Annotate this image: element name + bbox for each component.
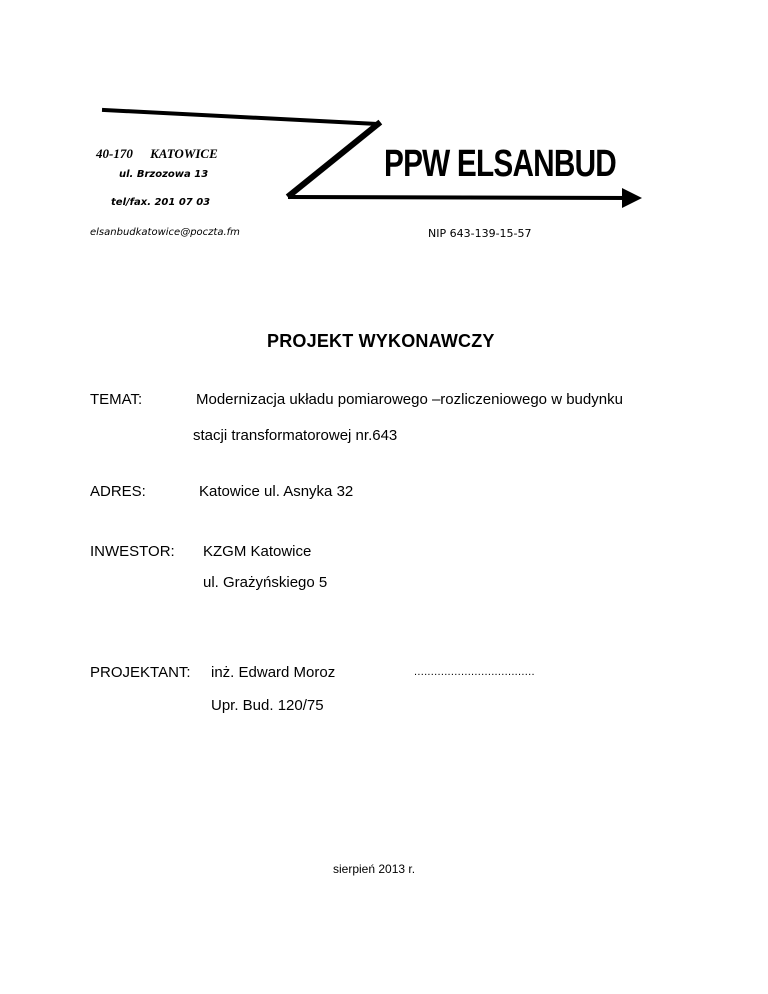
company-phone: tel/fax. 201 07 03 bbox=[111, 197, 211, 208]
postal-code: 40-170 bbox=[96, 146, 133, 161]
document-title: PROJEKT WYKONAWCZY bbox=[267, 331, 495, 351]
document-date: sierpień 2013 r. bbox=[333, 862, 416, 876]
temat-line-1: Modernizacja układu pomiarowego –rozliczeniowego w budynku bbox=[196, 391, 623, 408]
inwestor-line-2: ul. Grażyńskiego 5 bbox=[203, 574, 328, 591]
signature-line: .................................... bbox=[414, 666, 535, 678]
inwestor-line-1: KZGM Katowice bbox=[203, 543, 312, 560]
projektant-label: PROJEKTANT: bbox=[90, 664, 191, 681]
projektant-license: Upr. Bud. 120/75 bbox=[211, 697, 324, 714]
city: KATOWICE bbox=[150, 146, 218, 161]
company-logo bbox=[0, 0, 768, 260]
adres-value: Katowice ul. Asnyka 32 bbox=[199, 483, 354, 500]
company-email: elsanbudkatowice@poczta.fm bbox=[90, 227, 240, 238]
inwestor-label: INWESTOR: bbox=[90, 543, 175, 560]
arrow-head-icon bbox=[622, 188, 642, 208]
logo-text: PPW ELSANBUD bbox=[384, 143, 616, 185]
projektant-name: inż. Edward Moroz bbox=[211, 664, 336, 681]
adres-label: ADRES: bbox=[90, 483, 146, 500]
company-city-line bbox=[96, 146, 218, 162]
company-nip: NIP 643-139-15-57 bbox=[428, 227, 532, 240]
temat-label: TEMAT: bbox=[90, 391, 143, 408]
temat-line-2: stacji transformatorowej nr.643 bbox=[193, 427, 398, 444]
company-street: ul. Brzozowa 13 bbox=[119, 169, 209, 180]
